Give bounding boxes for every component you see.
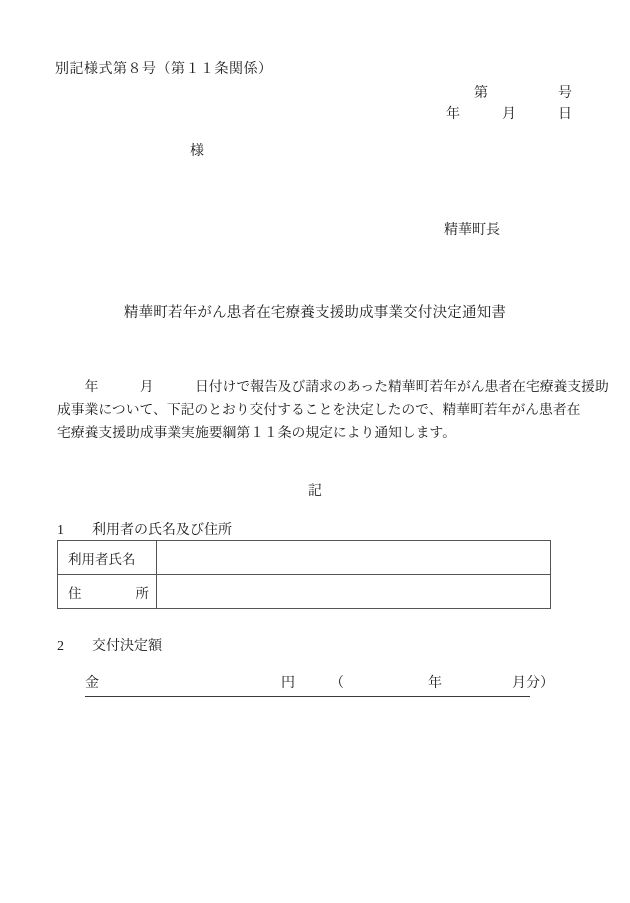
table-row [58, 541, 551, 575]
document-title: 精華町若年がん患者在宅療養支援助成事業交付決定通知書 [123, 305, 507, 321]
document-date-field: 年 月 日 [446, 107, 572, 122]
table-label-user-name: 利用者氏名 [58, 541, 157, 575]
table-value-user-name[interactable] [157, 541, 551, 575]
addressee-honorific: 様 [190, 144, 204, 159]
section-heading-user-info: 1 利用者の氏名及び住所 [57, 523, 232, 538]
body-line: 成事業について、下記のとおり交付することを決定したので、精華町若年がん患者在 [57, 402, 581, 417]
body-paragraph [57, 375, 609, 444]
table-row [58, 575, 551, 609]
body-line: 宅療養支援助成事業実施要綱第１１条の規定により通知します。 [57, 425, 457, 440]
issuer-name: 精華町長 [444, 223, 500, 238]
form-identifier: 別記様式第８号（第１１条関係） [55, 62, 273, 77]
body-line: 年 月 日付けで報告及び請求のあった精華町若年がん患者在宅療養支援助 [57, 379, 609, 394]
section-heading-grant-amount: 2 交付決定額 [57, 639, 162, 654]
ki-marker: 記 [308, 484, 322, 499]
table-label-address: 住 所 [58, 575, 157, 609]
grant-amount-field[interactable]: 金 円 （ 年 月分） [85, 672, 530, 697]
user-info-table [57, 540, 551, 609]
document-number-field: 第 号 [474, 86, 572, 101]
table-value-address[interactable] [157, 575, 551, 609]
